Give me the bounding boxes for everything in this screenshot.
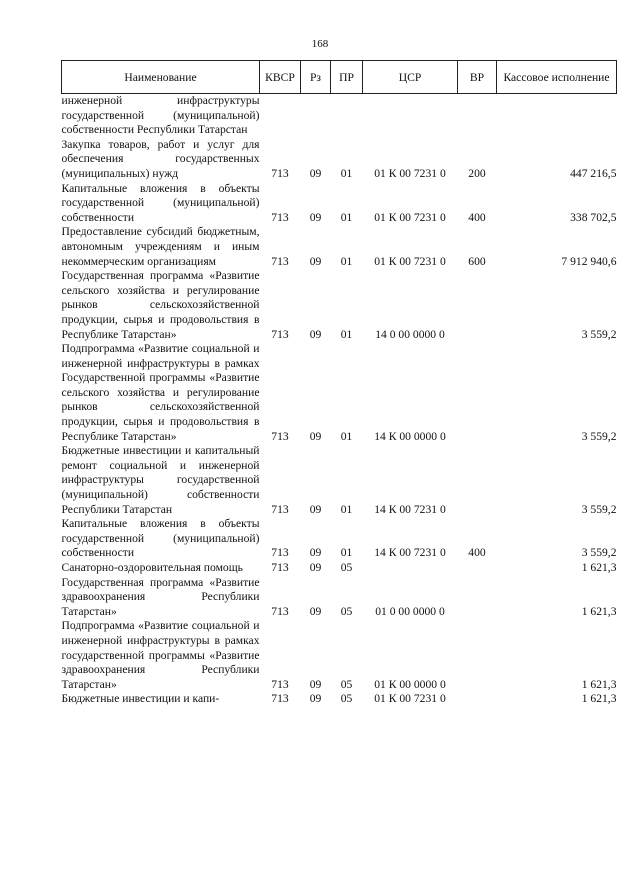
rz-cell bbox=[301, 94, 331, 138]
row-name: Государственная программа «Развитие сельского хозяйства и регулирование рынков сельскохозяйственной продукции, сырья и продовольствия в Республике Татарстан» bbox=[61, 269, 260, 341]
csr-cell: 01 К 00 7231 0 bbox=[374, 210, 446, 224]
table-row bbox=[62, 692, 617, 707]
page-number: 168 bbox=[311, 38, 329, 50]
amount-cell: 7 912 940,6 bbox=[561, 254, 617, 268]
vr-cell: 200 bbox=[468, 166, 486, 180]
name-cell bbox=[62, 444, 260, 517]
csr-cell: 14 К 00 7231 0 bbox=[374, 546, 446, 560]
csr-cell: 14 0 00 0000 0 bbox=[375, 327, 445, 341]
table-body bbox=[62, 94, 617, 707]
csr-cell: 01 К 00 7231 0 bbox=[374, 692, 446, 706]
vr-cell bbox=[458, 576, 497, 620]
amount-cell: 338 702,5 bbox=[570, 210, 617, 224]
row-name: инженерной инфраструктуры государственной (муниципальной) собственности Республики Татарстан bbox=[61, 94, 260, 137]
table-row bbox=[62, 444, 617, 517]
pr-cell: 01 bbox=[340, 327, 353, 341]
header-rz: Рз bbox=[301, 61, 331, 94]
kvsr-cell: 713 bbox=[271, 327, 289, 341]
table-row bbox=[62, 561, 617, 576]
header-csr: ЦСР bbox=[363, 61, 458, 94]
rz-cell: 09 bbox=[309, 166, 322, 180]
kvsr-cell: 713 bbox=[271, 692, 289, 706]
pr-cell: 01 bbox=[340, 254, 353, 268]
row-name: Капитальные вложения в объекты государственной (муниципальной) собственности bbox=[61, 181, 260, 224]
header-kvsr: КВСР bbox=[260, 61, 301, 94]
vr-cell: 400 bbox=[468, 546, 486, 560]
vr-cell: 600 bbox=[468, 254, 486, 268]
csr-cell: 01 К 00 0000 0 bbox=[374, 677, 446, 691]
amount-cell: 3 559,2 bbox=[581, 429, 617, 443]
amount-cell: 1 621,3 bbox=[581, 692, 617, 706]
rz-cell: 09 bbox=[309, 604, 322, 618]
pr-cell: 05 bbox=[340, 692, 353, 706]
amount-cell: 447 216,5 bbox=[570, 166, 617, 180]
header-vr: ВР bbox=[458, 61, 497, 94]
csr-cell bbox=[363, 94, 458, 138]
rz-cell: 09 bbox=[309, 254, 322, 268]
kvsr-cell: 713 bbox=[271, 254, 289, 268]
header-amount: Кассовое исполнение bbox=[497, 61, 617, 94]
amount-cell: 1 621,3 bbox=[581, 561, 617, 574]
pr-cell: 01 bbox=[340, 546, 353, 560]
row-name: Предоставление субсидий бюджетным, автономным учреждениям и иным некоммерческим организациям bbox=[61, 225, 260, 268]
row-name: Капитальные вложения в объекты государственной (муниципальной) собственности bbox=[61, 517, 260, 560]
kvsr-cell: 713 bbox=[271, 429, 289, 443]
name-cell bbox=[62, 517, 260, 561]
rz-cell: 09 bbox=[309, 561, 322, 574]
vr-cell bbox=[458, 342, 497, 444]
vr-cell bbox=[458, 692, 497, 707]
name-cell bbox=[62, 182, 260, 226]
csr-cell: 01 К 00 7231 0 bbox=[374, 254, 446, 268]
vr-cell bbox=[458, 269, 497, 342]
kvsr-cell: 713 bbox=[271, 546, 289, 560]
vr-cell bbox=[458, 561, 497, 576]
kvsr-cell: 713 bbox=[271, 210, 289, 224]
csr-cell: 14 К 00 0000 0 bbox=[374, 429, 446, 443]
kvsr-cell bbox=[260, 94, 301, 138]
amount-cell: 1 621,3 bbox=[581, 677, 617, 691]
pr-cell: 01 bbox=[340, 210, 353, 224]
rz-cell: 09 bbox=[309, 429, 322, 443]
kvsr-cell: 713 bbox=[271, 677, 289, 691]
pr-cell: 01 bbox=[340, 502, 353, 516]
pr-cell: 01 bbox=[340, 429, 353, 443]
table-row bbox=[62, 576, 617, 620]
amount-cell: 3 559,2 bbox=[581, 502, 617, 516]
csr-cell: 01 0 00 0000 0 bbox=[375, 604, 445, 618]
header-name: Наименование bbox=[62, 61, 260, 94]
name-cell bbox=[62, 692, 260, 707]
csr-cell bbox=[363, 561, 458, 576]
table-row bbox=[62, 342, 617, 444]
table-row bbox=[62, 269, 617, 342]
vr-cell bbox=[458, 619, 497, 692]
name-cell bbox=[62, 94, 260, 138]
row-name: Бюджетные инвестиции и капитальный ремонт социальной и инженерной инфраструктуры государственной (муниципальной) собственности Республики Татарстан bbox=[61, 444, 260, 516]
name-cell bbox=[62, 576, 260, 620]
amount-cell: 1 621,3 bbox=[581, 604, 617, 618]
row-name: Санаторно-оздоровительная помощь bbox=[61, 561, 243, 574]
rz-cell: 09 bbox=[309, 692, 322, 706]
rz-cell: 09 bbox=[309, 210, 322, 224]
table-header bbox=[62, 61, 617, 94]
pr-cell bbox=[331, 94, 363, 138]
pr-cell: 05 bbox=[340, 677, 353, 691]
name-cell bbox=[62, 342, 260, 444]
table-row bbox=[62, 138, 617, 182]
kvsr-cell: 713 bbox=[271, 604, 289, 618]
table-row bbox=[62, 94, 617, 138]
name-cell bbox=[62, 619, 260, 692]
amount-cell: 3 559,2 bbox=[581, 546, 617, 560]
kvsr-cell: 713 bbox=[271, 561, 289, 574]
vr-cell: 400 bbox=[468, 210, 486, 224]
rz-cell: 09 bbox=[309, 677, 322, 691]
rz-cell: 09 bbox=[309, 502, 322, 516]
csr-cell: 01 К 00 7231 0 bbox=[374, 166, 446, 180]
amount-cell: 3 559,2 bbox=[581, 327, 617, 341]
table-row bbox=[62, 619, 617, 692]
table-row bbox=[62, 182, 617, 226]
name-cell bbox=[62, 225, 260, 269]
name-cell bbox=[62, 269, 260, 342]
rz-cell: 09 bbox=[309, 546, 322, 560]
pr-cell: 05 bbox=[340, 561, 353, 574]
kvsr-cell: 713 bbox=[271, 166, 289, 180]
row-name: Государственная программа «Развитие здравоохранения Республики Татарстан» bbox=[61, 575, 260, 618]
amount-cell bbox=[497, 94, 617, 138]
kvsr-cell: 713 bbox=[271, 502, 289, 516]
table-row bbox=[62, 517, 617, 561]
pr-cell: 05 bbox=[340, 604, 353, 618]
name-cell bbox=[62, 138, 260, 182]
budget-table bbox=[61, 60, 617, 707]
row-name: Закупка товаров, работ и услуг для обеспечения государственных (муниципальных) нужд bbox=[61, 137, 260, 180]
header-pr: ПР bbox=[331, 61, 363, 94]
pr-cell: 01 bbox=[340, 166, 353, 180]
row-name: Подпрограмма «Развитие социальной и инженерной инфраструктуры в рамках государственной программы «Развитие здравоохранения Республики Татарстан» bbox=[61, 619, 260, 691]
row-name: Бюджетные инвестиции и капи- bbox=[61, 692, 220, 706]
rz-cell: 09 bbox=[309, 327, 322, 341]
table-row bbox=[62, 225, 617, 269]
csr-cell: 14 К 00 7231 0 bbox=[374, 502, 446, 516]
row-name: Подпрограмма «Развитие социальной и инженерной инфраструктуры в рамках Государственной программы «Развитие сельского хозяйства и регулирование рынков сельскохозяйственной продукции, сырья и продовольствия в Республике Татарстан» bbox=[61, 342, 260, 443]
vr-cell bbox=[458, 94, 497, 138]
vr-cell bbox=[458, 444, 497, 517]
name-cell bbox=[62, 561, 260, 576]
